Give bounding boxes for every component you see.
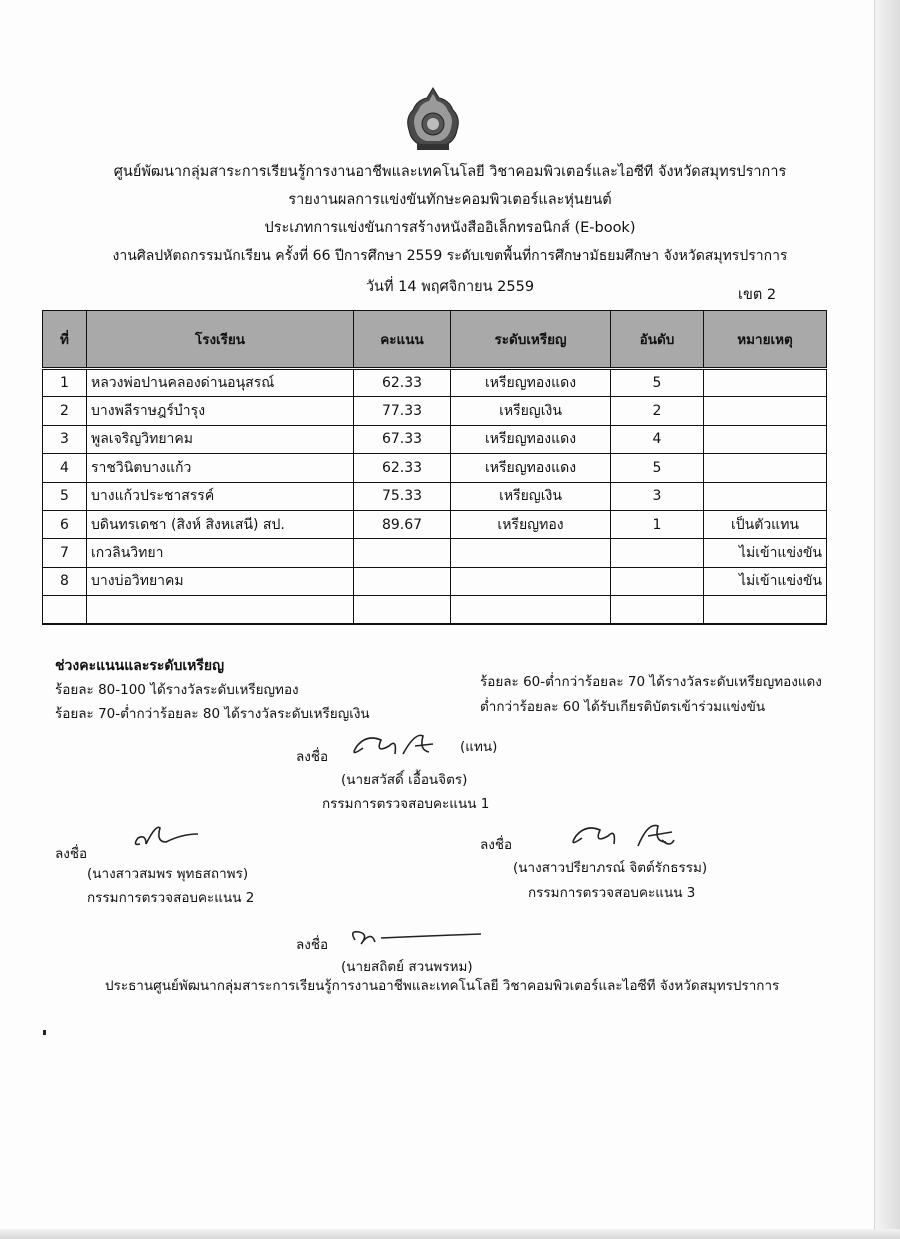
signer-3-role: กรรมการตรวจสอบคะแนน 3 <box>528 885 696 901</box>
event-info: งานศิลปหัตถกรรมนักเรียน ครั้งที่ 66 ปีการศึกษา 2559 ระดับเขตพื้นที่การศึกษามัธยมศึกษา จังหวัดสมุทรปราการ <box>112 248 788 264</box>
report-title: รายงานผลการแข่งขันทักษะคอมพิวเตอร์และหุ่นยนต์ <box>288 192 612 208</box>
cell-note <box>704 596 827 624</box>
cell-rank: 5 <box>611 454 704 482</box>
cell-score <box>354 539 451 567</box>
col-header-medal: ระดับเหรียญ <box>451 311 611 369</box>
event-date: วันที่ 14 พฤศจิกายน 2559 <box>365 279 535 295</box>
col-header-score: คะแนน <box>354 311 451 369</box>
cell-rank: 4 <box>611 425 704 453</box>
cell-school: บางแก้วประชาสรรค์ <box>87 482 354 510</box>
sign-label-1: ลงชื่อ <box>296 749 329 765</box>
cell-note: เป็นตัวแทน <box>704 510 827 538</box>
paper-edge-bottom <box>0 1229 900 1239</box>
cell-rank: 1 <box>611 510 704 538</box>
cell-no: 8 <box>43 567 87 595</box>
signature-1-note: (แทน) <box>460 739 498 755</box>
cell-school: หลวงพ่อปานคลองด่านอนุสรณ์ <box>87 369 354 397</box>
signer-3-name: (นางสาวปรียาภรณ์ จิตต์รักธรรม) <box>513 860 708 876</box>
criteria-silver: ร้อยละ 70-ต่ำกว่าร้อยละ 80 ได้รางวัลระดับเหรียญเงิน <box>55 706 370 722</box>
cell-medal: เหรียญทองแดง <box>451 425 611 453</box>
cell-no: 7 <box>43 539 87 567</box>
cell-no: 4 <box>43 454 87 482</box>
cell-medal <box>451 567 611 595</box>
cell-medal: เหรียญเงิน <box>451 482 611 510</box>
cell-no: 5 <box>43 482 87 510</box>
cell-rank <box>611 567 704 595</box>
zone-label: เขต 2 <box>738 287 777 303</box>
criteria-certificate: ต่ำกว่าร้อยละ 60 ได้รับเกียรติบัตรเข้าร่วมแข่งขัน <box>480 699 766 715</box>
sign-label-3: ลงชื่อ <box>480 837 513 853</box>
paper-edge-right <box>874 0 900 1239</box>
signature-2-icon <box>126 820 206 854</box>
cell-score: 77.33 <box>354 397 451 425</box>
cell-rank: 3 <box>611 482 704 510</box>
cell-note <box>704 482 827 510</box>
results-table <box>42 310 827 625</box>
cell-score: 67.33 <box>354 425 451 453</box>
col-header-school: โรงเรียน <box>87 311 354 369</box>
cell-note <box>704 425 827 453</box>
sign-label-4: ลงชื่อ <box>296 937 329 953</box>
cell-score: 62.33 <box>354 454 451 482</box>
cell-school: พูลเจริญวิทยาคม <box>87 425 354 453</box>
cell-medal <box>451 539 611 567</box>
cell-school <box>87 596 354 624</box>
cell-score: 89.67 <box>354 510 451 538</box>
col-header-rank: อันดับ <box>611 311 704 369</box>
cell-medal <box>451 596 611 624</box>
cell-no: 2 <box>43 397 87 425</box>
table-row <box>43 539 827 567</box>
cell-school: ราชวินิตบางแก้ว <box>87 454 354 482</box>
competition-type: ประเภทการแข่งขันการสร้างหนังสืออิเล็กทรอนิกส์ (E-book) <box>264 220 636 236</box>
cell-medal: เหรียญทองแดง <box>451 454 611 482</box>
cell-note: ไม่เข้าแข่งขัน <box>704 567 827 595</box>
signer-1-name: (นายสวัสดิ์ เอื้อนจิตร) <box>341 772 468 788</box>
cell-rank: 2 <box>611 397 704 425</box>
table-row <box>43 567 827 595</box>
table-row-empty <box>43 596 827 624</box>
cell-school: เกวลินวิทยา <box>87 539 354 567</box>
cell-score <box>354 596 451 624</box>
signature-4-icon <box>345 922 485 950</box>
signer-2-name: (นางสาวสมพร พุทธสถาพร) <box>87 866 249 882</box>
cell-note <box>704 369 827 397</box>
table-row <box>43 454 827 482</box>
cell-school: บางพลีราษฎร์บำรุง <box>87 397 354 425</box>
col-header-no: ที่ <box>43 311 87 369</box>
cell-note: ไม่เข้าแข่งขัน <box>704 539 827 567</box>
cell-note <box>704 397 827 425</box>
criteria-gold: ร้อยละ 80-100 ได้รางวัลระดับเหรียญทอง <box>55 682 299 698</box>
cell-school: บางบ่อวิทยาคม <box>87 567 354 595</box>
signature-1-icon <box>345 728 465 764</box>
cell-no <box>43 596 87 624</box>
cell-medal: เหรียญทองแดง <box>451 369 611 397</box>
sign-label-2: ลงชื่อ <box>55 846 88 862</box>
signer-1-role: กรรมการตรวจสอบคะแนน 1 <box>322 796 490 812</box>
signer-4-role: ประธานศูนย์พัฒนากลุ่มสาระการเรียนรู้การงานอาชีพและเทคโนโลยี วิชาคอมพิวเตอร์และไอซีที จังหวัดสมุทรปราการ <box>105 978 780 994</box>
center-title: ศูนย์พัฒนากลุ่มสาระการเรียนรู้การงานอาชีพและเทคโนโลยี วิชาคอมพิวเตอร์และไอซีที จังหวัดสมุทรปราการ <box>113 164 787 180</box>
cell-medal: เหรียญเงิน <box>451 397 611 425</box>
table-row <box>43 510 827 538</box>
table-row <box>43 482 827 510</box>
cell-medal: เหรียญทอง <box>451 510 611 538</box>
table-header-row <box>43 311 827 369</box>
ink-speck <box>43 1030 46 1035</box>
signer-2-role: กรรมการตรวจสอบคะแนน 2 <box>87 890 255 906</box>
table-row <box>43 397 827 425</box>
col-header-note: หมายเหตุ <box>704 311 827 369</box>
criteria-title: ช่วงคะแนนและระดับเหรียญ <box>55 658 225 674</box>
cell-rank: 5 <box>611 369 704 397</box>
cell-no: 1 <box>43 369 87 397</box>
cell-score: 62.33 <box>354 369 451 397</box>
cell-no: 6 <box>43 510 87 538</box>
cell-rank <box>611 596 704 624</box>
signature-3-icon <box>562 818 692 854</box>
cell-no: 3 <box>43 425 87 453</box>
table-row <box>43 425 827 453</box>
cell-rank <box>611 539 704 567</box>
emblem-icon <box>403 86 463 152</box>
cell-school: บดินทรเดชา (สิงห์ สิงหเสนี) สป. <box>87 510 354 538</box>
cell-note <box>704 454 827 482</box>
cell-score: 75.33 <box>354 482 451 510</box>
signer-4-name: (นายสถิตย์ สวนพรหม) <box>341 959 473 975</box>
criteria-bronze: ร้อยละ 60-ต่ำกว่าร้อยละ 70 ได้รางวัลระดับเหรียญทองแดง <box>480 674 822 690</box>
table-row <box>43 369 827 397</box>
cell-score <box>354 567 451 595</box>
